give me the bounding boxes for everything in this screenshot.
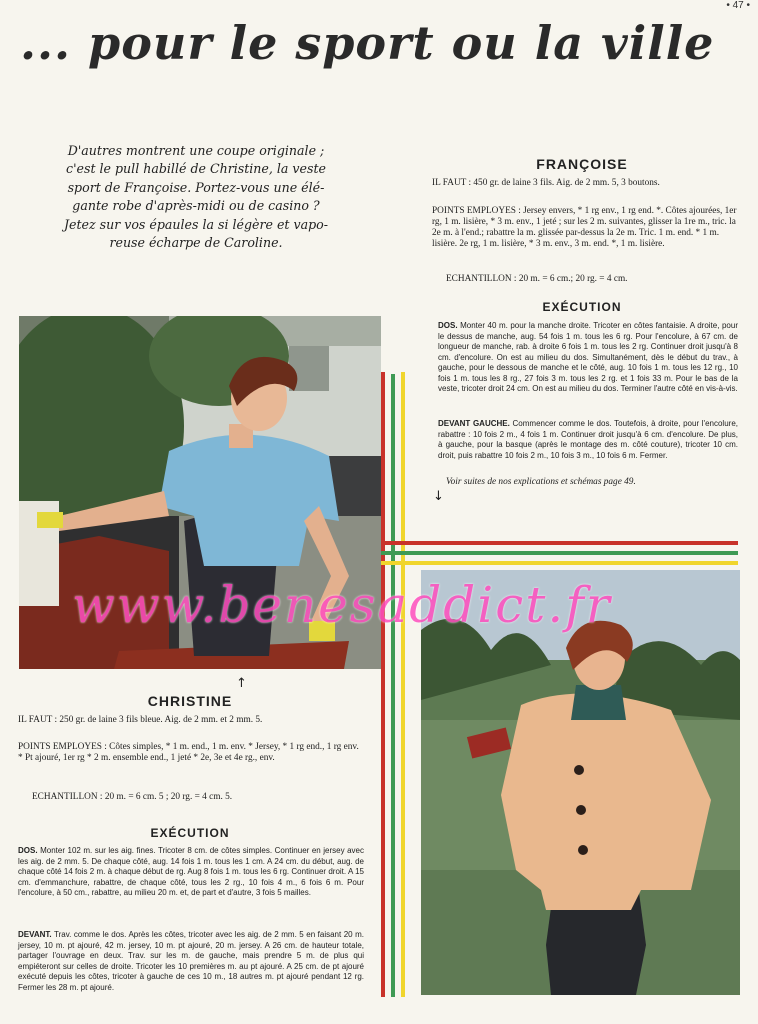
yellow-vertical-stripe [401,372,405,997]
francoise-devant [438,419,738,461]
christine-il-faut: IL FAUT : 250 gr. de laine 3 fils bleue. Aig. de 2 mm. et 2 mm. 5. [18,715,263,725]
francoise-dos [438,321,738,395]
up-arrow-icon: ↑ [236,676,247,691]
christine-title: CHRISTINE [147,693,233,709]
christine-devant-label: DEVANT. [18,930,52,939]
page-number: • 47 • [726,0,750,11]
christine-dos-text: Monter 102 m. sur les aig. fines. Tricoter 8 cm. de côtes simples. Continuer en jersey avec les aig. de 2 mm. 5. De chaque côté, aug. 14 fois 1 m. tous les 1 cm. A 24 cm. du début, aug. de chaque côté 14 fois 2 m. à chaque début de rg. Aug 8 fois 1 m. tous les 6 rg. Continuer droit. A 15 cm. d'emmanchure, rabattre, de chaque côté, tous les 2 rg., 10 fois 4 m., 6 fois 6 m. Pour l'encolure, à 50 cm., rabattre, au milieu 20 m. et, de part et d'autre, 3 fois 5 mailles. [18,846,364,897]
francoise-devant-text: Commencer comme le dos. Toutefois, à droite, pour l'encolure, rabattre : 10 fois 2 m., 4 fois 1 m. Continuer droit jusqu'à 6 cm. d'encolure. De plus, à gauche, pour la basque (après le montage des m. côté couture), tricoter 10 cm. droit, puis rabattre 10 fois 2 m., 10 fois 3 m., 10 fois 6 m. Fermer. [438,419,738,460]
intro-paragraph [56,142,336,252]
christine-execution-title: EXÉCUTION [150,826,230,840]
yellow-horizontal-stripe [381,561,738,565]
francoise-il-faut: IL FAUT : 450 gr. de laine 3 fils. Aig. de 2 mm. 5, 3 boutons. [432,178,660,188]
green-vertical-stripe [391,374,395,997]
francoise-execution-title: EXÉCUTION [542,300,622,314]
down-arrow-icon: ↓ [433,489,444,504]
christine-devant-text: Trav. comme le dos. Après les côtes, tricoter avec les aig. de 2 mm. 5 en faisant 20 m. jersey, 10 m. pt ajouré, 42 m. jersey, 10 m. pt ajouré, 20 m. jersey. A 26 cm. de hauteur totale, partager l'ouvrage en deux. Trav. sur les m. de gauche, mais prendre 5 m. de plus qui empiéteront sur celles de droite. Tricoter les 10 premières m. au pt ajouré. A 25 cm. de pt ajouré exécuté depuis les côtes, tricoter à gauche de ces 10 m., 18 autres m. pt ajouré pendant 12 rg. Fermer les 28 m. pt ajouré. [18,930,365,992]
intro-line: reuse écharpe de Caroline. [109,235,283,251]
red-vertical-stripe [381,372,385,997]
intro-line: Jetez sur vos épaules la si légère et vapo- [63,216,329,232]
christine-dos [18,846,364,899]
francoise-devant-label: DEVANT GAUCHE. [438,419,510,428]
francoise-echantillon: ECHANTILLON : 20 m. = 6 cm.; 20 rg. = 4 cm. [446,274,628,284]
francoise-dos-text: Monter 40 m. pour la manche droite. Tricoter en côtes fantaisie. A droite, pour le dessus de manche, aug. 54 fois 1 m. tous les 6 rg. Pour l'encolure, à 67 cm. de longueur de manche, rab. à droite 6 fois 1 m. tous les 2 rg. Continuer droit jusqu'à 8 cm. d'encolure. On est au milieu du dos. Simultanément, dès le début du trav., à gauche, pour le dessous de manche et le côté, aug. 10 fois 1 m. tous les 12 rg., 10 fois 1 m. tous les 8 rg., 27 fois 3 m. tous les 2 rg. et 1 fois 33 m. Pour le bas de la veste, tricoter droit 24 cm. On est au milieu du dos. Terminer l'autre côté en vis-à-vis. [438,321,738,393]
intro-line: c'est le pull habillé de Christine, la veste [66,161,326,177]
christine-dos-label: DOS. [18,846,38,855]
francoise-title: FRANÇOISE [536,156,628,172]
intro-line: D'autres montrent une coupe originale ; [67,143,325,158]
francoise-voir-suite: Voir suites de nos explications et schémas page 49. [446,477,636,487]
francoise-points: POINTS EMPLOYES : Jersey envers, * 1 rg env., 1 rg end. *. Côtes ajourées, 1er rg, 1 m. lisière, * 3 m. env., 1 jeté ; sur les 2 m. suivantes, glisser la 1re m., tric. la 2e m. à l'end.; rabattre la m. glissée par-dessus la 2e m. Tric. 1 m. end. * 1 m. lisière. 2e rg, 1 m. lisière, * 3 m. env., 3 m. end. *, 1 m. lisière. [432,206,737,249]
christine-points: POINTS EMPLOYES : Côtes simples, * 1 m. end., 1 m. env. * Jersey, * 1 rg end., 1 rg env. * Pt ajouré, 1er rg * 2 m. ensemble end., 1 jeté * 2e, 3e et 4e rg., env. [18,742,359,763]
green-horizontal-stripe [381,551,738,555]
francoise-dos-label: DOS. [438,321,458,330]
intro-line: sport de Françoise. Portez-vous une élé- [67,179,325,195]
intro-line: gante robe d'après-midi ou de casino ? [72,198,320,214]
christine-echantillon: ECHANTILLON : 20 m. = 6 cm. 5 ; 20 rg. = 4 cm. 5. [32,792,233,802]
christine-devant [18,930,364,993]
headline: ... pour le sport ou la ville [20,16,715,70]
red-horizontal-stripe [381,541,738,545]
watermark-url: www.benesaddict.fr [72,576,612,634]
